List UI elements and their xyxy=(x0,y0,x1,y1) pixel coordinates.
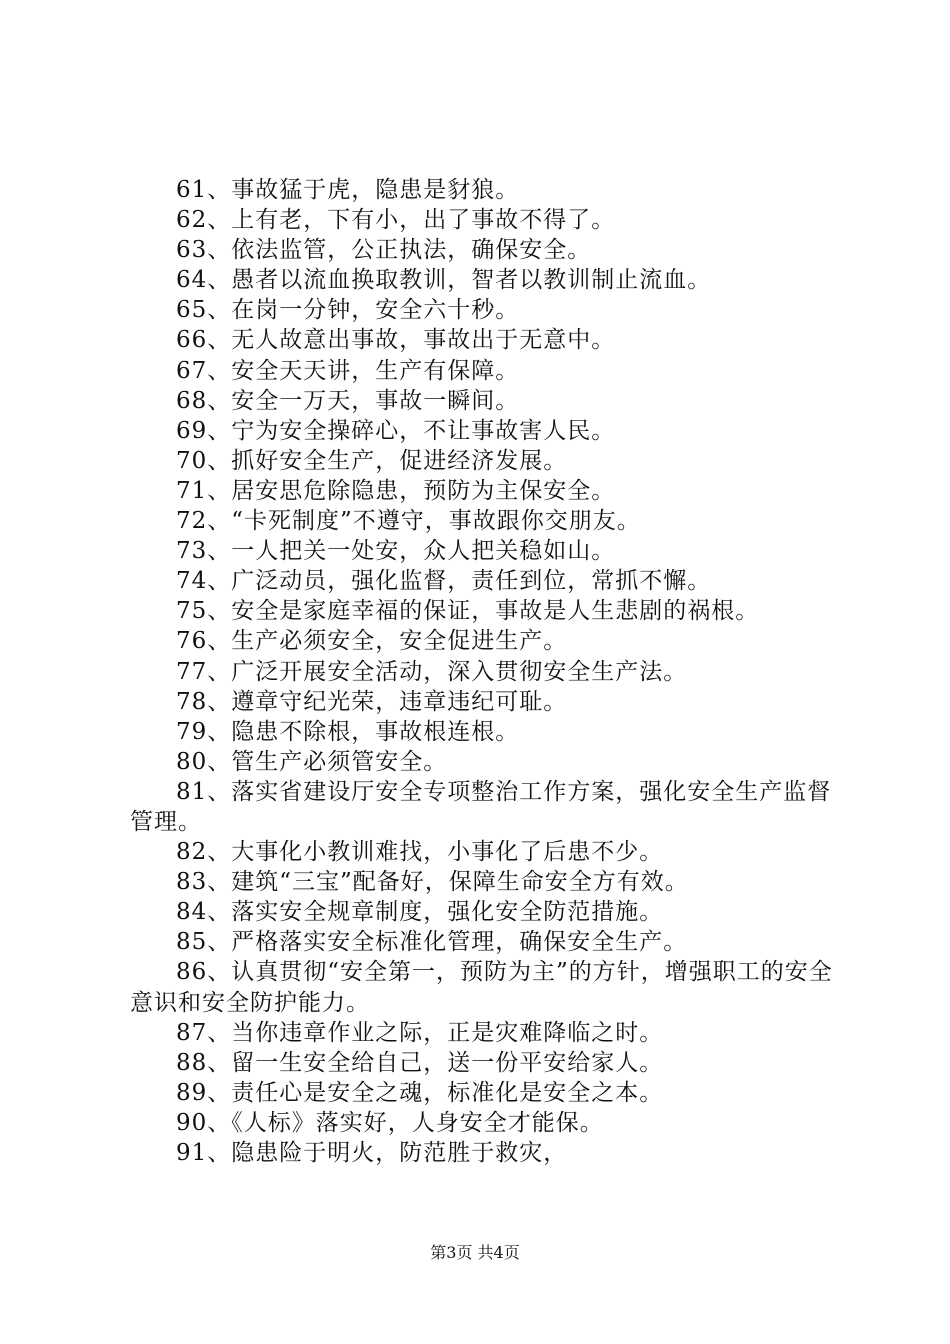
slogan-item: 86、认真贯彻“安全第一，预防为主”的方针，增强职工的安全意识和安全防护能力。 xyxy=(130,959,833,1016)
slogan-item: 89、责任心是安全之魂，标准化是安全之本。 xyxy=(176,1079,664,1106)
slogan-item: 70、抓好安全生产，促进经济发展。 xyxy=(176,447,568,474)
slogan-item: 67、安全天天讲，生产有保障。 xyxy=(176,357,520,384)
slogan-item: 75、安全是家庭幸福的保证，事故是人生悲剧的祸根。 xyxy=(176,598,760,625)
slogan-item: 83、建筑“三宝”配备好，保障生命安全方有效。 xyxy=(176,869,689,896)
slogan-item: 87、当你违章作业之际，正是灾难降临之时。 xyxy=(176,1019,664,1046)
slogan-item: 82、大事化小教训难找，小事化了后患不少。 xyxy=(176,839,664,866)
slogan-item: 76、生产必须安全，安全促进生产。 xyxy=(176,628,568,655)
slogan-item: 80、管生产必须管安全。 xyxy=(176,748,448,775)
slogan-item: 91、隐患险于明火，防范胜于救灾， xyxy=(176,1140,568,1166)
slogan-item: 85、严格落实安全标准化管理，确保安全生产。 xyxy=(176,929,688,956)
slogan-item: 66、无人故意出事故，事故出于无意中。 xyxy=(176,327,616,354)
slogan-item: 68、安全一万天，事故一瞬间。 xyxy=(176,387,520,414)
slogan-item: 77、广泛开展安全活动，深入贯彻安全生产法。 xyxy=(176,658,688,685)
slogan-item: 62、上有老，下有小，出了事故不得了。 xyxy=(176,207,616,234)
slogan-item: 61、事故猛于虎，隐患是豺狼。 xyxy=(176,177,520,203)
slogan-item: 74、广泛动员，强化监督，责任到位，常抓不懈。 xyxy=(176,568,712,595)
slogan-item: 81、落实省建设厅安全专项整治工作方案，强化安全生产监督管理。 xyxy=(130,778,832,835)
slogan-item: 73、一人把关一处安，众人把关稳如山。 xyxy=(176,538,616,565)
slogan-item: 72、“卡死制度”不遵守，事故跟你交朋友。 xyxy=(176,508,641,535)
slogan-item: 69、宁为安全操碎心，不让事故害人民。 xyxy=(176,417,616,444)
slogan-item: 78、遵章守纪光荣，违章违纪可耻。 xyxy=(176,688,568,715)
slogan-item: 79、隐患不除根，事故根连根。 xyxy=(176,718,520,745)
slogan-item: 63、依法监管，公正执法，确保安全。 xyxy=(176,237,592,264)
slogan-item: 90、《人标》落实好，人身安全才能保。 xyxy=(176,1109,604,1136)
slogan-list xyxy=(130,175,835,1168)
slogan-item: 88、留一生安全给自己，送一份平安给家人。 xyxy=(176,1049,664,1076)
slogan-item: 65、在岗一分钟，安全六十秒。 xyxy=(176,297,520,324)
slogan-item: 64、愚者以流血换取教训，智者以教训制止流血。 xyxy=(176,267,712,294)
slogan-item: 71、居安思危除隐患，预防为主保安全。 xyxy=(176,477,616,504)
page-footer: 第3页 共4页 xyxy=(430,1243,520,1262)
slogan-item: 84、落实安全规章制度，强化安全防范措施。 xyxy=(176,899,664,926)
